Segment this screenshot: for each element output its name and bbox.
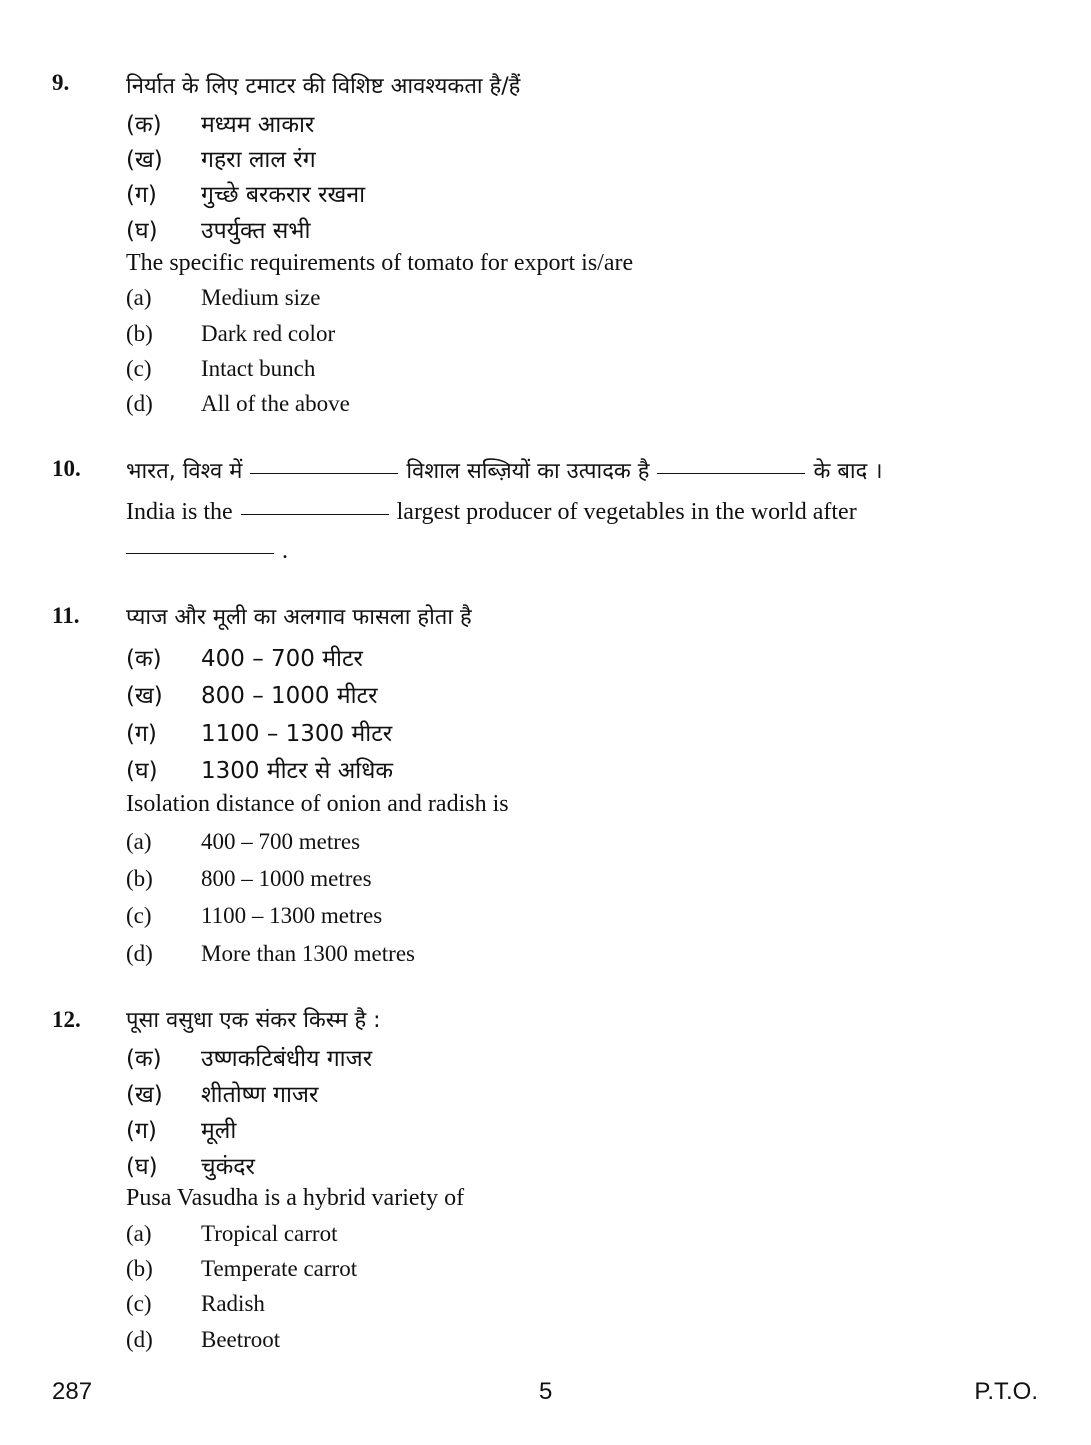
option-text: Radish: [201, 1291, 265, 1316]
option-label: (ख): [126, 147, 163, 173]
option-text: 1100 – 1300 metres: [201, 903, 383, 928]
option-text: 400 – 700 metres: [201, 829, 361, 854]
option-label: (b): [126, 1256, 153, 1281]
option-label: (ग): [126, 1118, 157, 1144]
option-text: Beetroot: [201, 1327, 281, 1352]
stem-text: .: [282, 538, 288, 564]
option-text: 400 – 700 मीटर: [201, 646, 363, 672]
question-stem-english: The specific requirements of tomato for export is/are: [126, 250, 634, 276]
question-stem-hindi: प्याज और मूली का अलगाव फासला होता है: [126, 605, 472, 630]
question-number: 10.: [52, 456, 81, 481]
fill-blank: [241, 514, 389, 515]
option-label: (घ): [126, 218, 158, 244]
option-label: (c): [126, 356, 152, 381]
question-number: 11.: [52, 603, 80, 628]
option-text: 800 – 1000 मीटर: [201, 683, 378, 709]
stem-text: largest producer of vegetables in the world after: [396, 499, 857, 525]
option-text: गुच्छे बरकरार रखना: [201, 182, 366, 208]
option-label: (d): [126, 941, 153, 966]
page-number: 5: [539, 1378, 553, 1405]
option-text: गहरा लाल रंग: [201, 147, 316, 173]
stem-text: विशाल सब्ज़ियों का उत्पादक है: [406, 459, 650, 484]
option-text: Tropical carrot: [201, 1221, 338, 1246]
option-text: Temperate carrot: [201, 1256, 358, 1281]
option-label: (a): [126, 285, 152, 310]
option-text: All of the above: [201, 391, 350, 416]
question-stem-english: [126, 499, 857, 526]
option-text: चुकंदर: [201, 1154, 255, 1180]
option-text: 800 – 1000 metres: [201, 866, 372, 891]
option-text: उपर्युक्त सभी: [201, 218, 311, 244]
option-label: (घ): [126, 758, 158, 784]
option-label: (d): [126, 391, 153, 416]
option-label: (a): [126, 1221, 152, 1246]
please-turn-over: P.T.O.: [974, 1378, 1038, 1405]
option-text: उष्णकटिबंधीय गाजर: [201, 1046, 373, 1072]
option-label: (a): [126, 829, 152, 854]
option-label: (c): [126, 1291, 152, 1316]
question-stem-english-cont: [126, 538, 288, 565]
fill-blank: [657, 473, 805, 474]
option-label: (ग): [126, 721, 157, 747]
option-label: (ख): [126, 683, 163, 709]
question-number: 12.: [52, 1007, 81, 1032]
question-stem-english: Pusa Vasudha is a hybrid variety of: [126, 1185, 465, 1211]
option-label: (ग): [126, 182, 157, 208]
option-label: (ख): [126, 1082, 163, 1108]
option-text: 1300 मीटर से अधिक: [201, 758, 394, 784]
fill-blank: [126, 553, 274, 554]
question-stem-hindi: पूसा वसुधा एक संकर किस्म है :: [126, 1008, 381, 1033]
stem-text: के बाद ।: [813, 459, 883, 484]
fill-blank: [250, 473, 398, 474]
option-text: More than 1300 metres: [201, 941, 415, 966]
question-number: 9.: [52, 70, 70, 95]
option-label: (b): [126, 321, 153, 346]
option-text: Dark red color: [201, 321, 336, 346]
question-stem-hindi: निर्यात के लिए टमाटर की विशिष्ट आवश्यकता है/हैं: [126, 74, 521, 99]
option-text: मध्यम आकार: [201, 112, 315, 138]
option-text: Intact bunch: [201, 356, 316, 381]
option-label: (d): [126, 1327, 153, 1352]
question-stem-english: Isolation distance of onion and radish is: [126, 791, 509, 817]
option-text: 1100 – 1300 मीटर: [201, 721, 393, 747]
option-label: (c): [126, 903, 152, 928]
option-label: (घ): [126, 1154, 158, 1180]
option-label: (क): [126, 646, 162, 672]
option-text: शीतोष्ण गाजर: [201, 1082, 319, 1108]
paper-code: 287: [52, 1378, 93, 1405]
option-text: मूली: [201, 1118, 237, 1144]
stem-text: भारत, विश्व में: [126, 459, 243, 484]
option-label: (क): [126, 1046, 162, 1072]
option-label: (क): [126, 112, 162, 138]
option-label: (b): [126, 866, 153, 891]
option-text: Medium size: [201, 285, 321, 310]
stem-text: India is the: [126, 499, 233, 525]
question-stem-hindi: [126, 455, 883, 485]
